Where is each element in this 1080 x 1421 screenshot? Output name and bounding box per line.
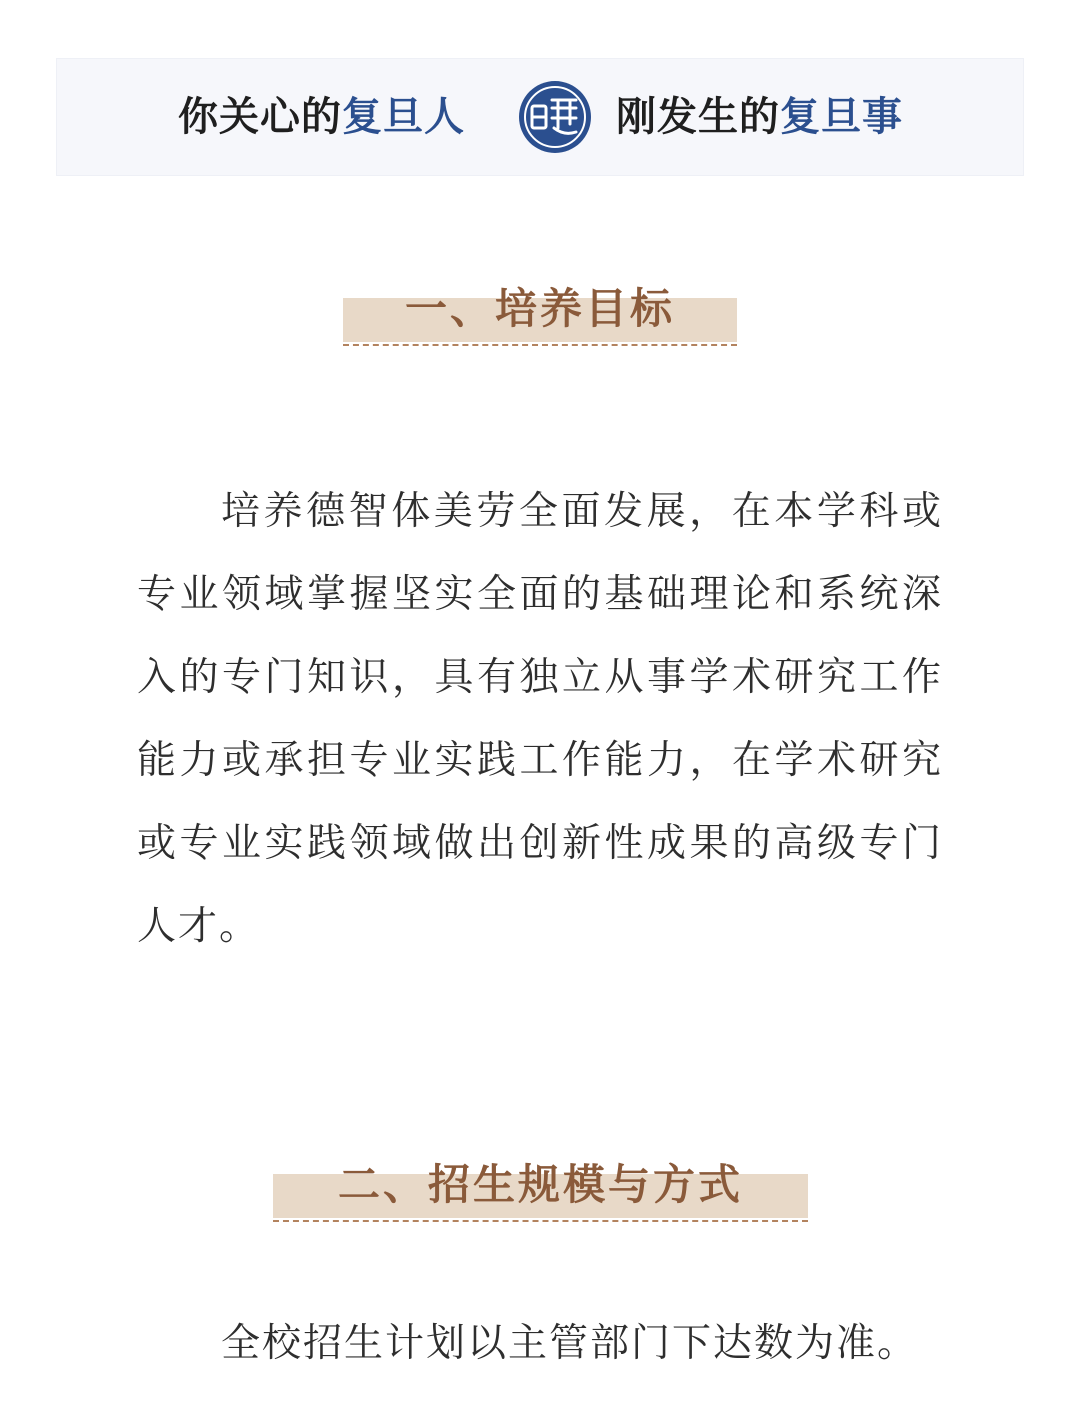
fudan-seal-logo-icon: [518, 80, 592, 154]
heading-dashed-underline: [273, 1220, 808, 1222]
banner-right-text-blue: 复旦事: [780, 94, 903, 140]
banner-right-text-dark: 刚发生的: [616, 94, 780, 140]
heading-dashed-underline: [343, 344, 737, 346]
banner-slogan-left: [178, 58, 465, 176]
section-paragraph-enrollment: 全校招生计划以主管部门下达数为准。: [221, 1321, 919, 1366]
banner-left-text-dark: 你关心的: [178, 94, 342, 140]
header-banner: [56, 58, 1024, 176]
section-heading-enrollment: [273, 1160, 808, 1222]
banner-slogan-right: [616, 58, 903, 176]
banner-left-text-blue: 复旦人: [342, 94, 465, 140]
section-heading-text: 二、招生规模与方式: [337, 1160, 743, 1209]
section-paragraph-training-goals: 培养德智体美劳全面发展，在本学科或专业领域掌握坚实全面的基础理论和系统深入的专门知识，具有独立从事学术研究工作能力或承担专业实践工作能力，在学术研究或专业实践领域做出创新性成果的高级专门人才。: [137, 489, 943, 949]
section-heading-training-goals: [343, 284, 737, 346]
section-heading-text: 一、培养目标: [404, 284, 675, 333]
